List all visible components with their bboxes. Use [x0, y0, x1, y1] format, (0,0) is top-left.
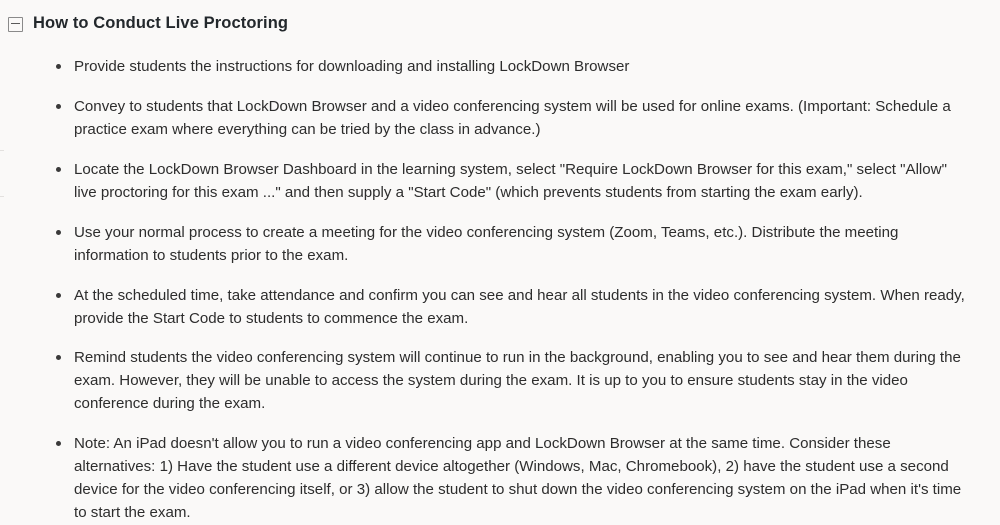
list-item: [52, 285, 970, 331]
section-content: [0, 38, 1000, 525]
bullet-icon: [56, 441, 61, 446]
minus-square-icon[interactable]: [8, 17, 23, 32]
list-item: [52, 96, 970, 142]
list-item-text: At the scheduled time, take attendance and confirm you can see and hear all students in the video conferencing system. When ready, provide the Start Code to students to commence the exam.: [74, 286, 965, 327]
list-item-text: Locate the LockDown Browser Dashboard in the learning system, select "Require LockDown Browser for this exam," select "Allow" live proctoring for this exam ..." and then supply a "Start Code" (which prevents students from starting the exam early).: [74, 160, 947, 201]
bullet-icon: [56, 355, 61, 360]
list-item-text: Convey to students that LockDown Browser and a video conferencing system will be used for online exams. (Important: Schedule a practice exam where everything can be tried by the class in advance.): [74, 97, 951, 138]
list-item: [52, 222, 970, 268]
list-item: [52, 56, 970, 79]
list-item: [52, 433, 970, 525]
list-item: [52, 159, 970, 205]
list-item-text: Provide students the instructions for downloading and installing LockDown Browser: [74, 58, 630, 75]
section-header: [0, 0, 1000, 38]
bullet-icon: [56, 293, 61, 298]
bullet-icon: [56, 64, 61, 69]
list-item-text: Remind students the video conferencing system will continue to run in the background, enabling you to see and hear them during the exam. However, they will be unable to access the system during the exam. It is up to you to ensure students stay in the video conference during the exam.: [74, 349, 961, 413]
page-title: How to Conduct Live Proctoring: [33, 14, 289, 33]
bullet-icon: [56, 104, 61, 109]
bullet-icon: [56, 230, 61, 235]
bullet-icon: [56, 167, 61, 172]
list-item: [52, 347, 970, 416]
instruction-list: [52, 56, 970, 525]
list-item-text: Note: An iPad doesn't allow you to run a video conferencing app and LockDown Browser at the same time. Consider these alternatives: 1) Have the student use a different device altogether (Windows, Mac, Chromebook), 2) have the student use a second device for the video conferencing itself, or 3) allow the student to shut down the video conferencing system on the iPad when it's time to start the exam.: [74, 435, 962, 522]
list-item-text: Use your normal process to create a meeting for the video conferencing system (Zoom, Teams, etc.). Distribute the meeting information to students prior to the exam.: [74, 223, 899, 264]
